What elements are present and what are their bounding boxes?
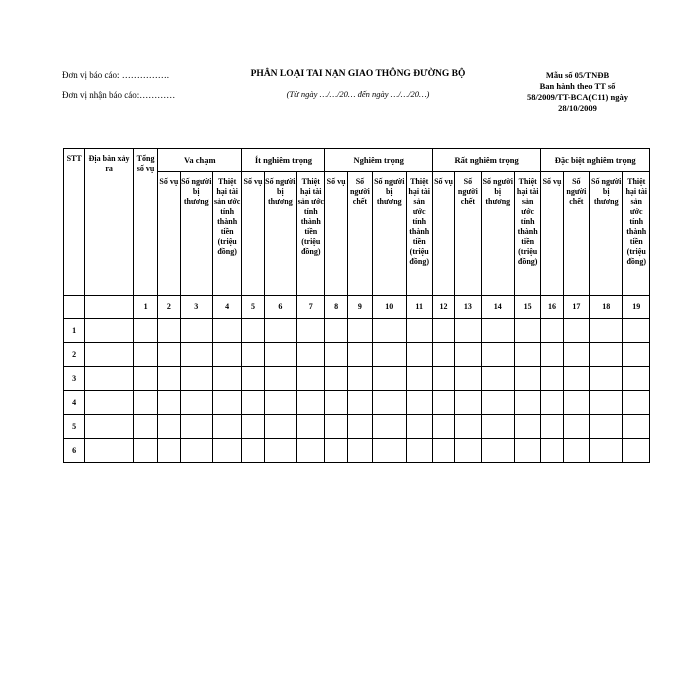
sub-so-nguoi-bi-thuong: Số người bị thương <box>481 172 514 296</box>
dia-ban-header: Địa bàn xảy ra <box>85 149 134 296</box>
sub-so-nguoi-bi-thuong: Số người bị thương <box>373 172 406 296</box>
sub-so-nguoi-chet: Số người chết <box>455 172 481 296</box>
table-cell[interactable] <box>373 439 406 463</box>
report-table <box>63 148 650 463</box>
column-number: 16 <box>541 296 563 319</box>
table-row <box>64 343 650 367</box>
table-cell[interactable] <box>85 439 134 463</box>
table-cell[interactable] <box>373 415 406 439</box>
table-cell[interactable] <box>325 343 347 367</box>
table-cell[interactable] <box>264 415 296 439</box>
table-cell[interactable] <box>297 319 325 343</box>
form-code: Mẫu số 05/TNĐB <box>545 70 610 80</box>
column-number: 5 <box>242 296 264 319</box>
table-cell[interactable] <box>133 343 157 367</box>
column-number: 4 <box>212 296 241 319</box>
table-row <box>64 415 650 439</box>
table-cell[interactable] <box>158 319 180 343</box>
table-cell[interactable] <box>212 343 241 367</box>
table-cell[interactable] <box>347 367 372 391</box>
table-cell[interactable] <box>455 391 481 415</box>
sub-so-vu: Số vụ <box>325 172 347 296</box>
group-va-cham: Va chạm <box>158 149 242 172</box>
table-row <box>64 367 650 391</box>
table-cell[interactable] <box>481 415 514 439</box>
table-cell[interactable] <box>590 367 623 391</box>
table-cell[interactable] <box>180 319 212 343</box>
reporting-unit-label: Đơn vị báo cáo: ……………. <box>62 70 169 80</box>
table-cell[interactable] <box>432 367 454 391</box>
sub-thiet-hai: Thiệt hại tài sản ước tính thành tiền (triệu đồng) <box>406 172 432 296</box>
group-dac-biet: Đặc biệt nghiêm trọng <box>541 149 650 172</box>
table-cell[interactable] <box>242 319 264 343</box>
table-cell[interactable] <box>180 343 212 367</box>
row-number: 3 <box>64 367 85 391</box>
column-number-cell <box>85 296 134 319</box>
table-cell[interactable] <box>481 367 514 391</box>
sub-so-vu: Số vụ <box>541 172 563 296</box>
row-number: 6 <box>64 439 85 463</box>
table-cell[interactable] <box>455 343 481 367</box>
table-cell[interactable] <box>514 439 540 463</box>
table-cell[interactable] <box>347 343 372 367</box>
table-cell[interactable] <box>158 439 180 463</box>
table-cell[interactable] <box>85 391 134 415</box>
receiving-unit-label: Đơn vị nhận báo cáo:………… <box>62 90 176 100</box>
table-cell[interactable] <box>158 343 180 367</box>
table-cell[interactable] <box>481 343 514 367</box>
table-cell[interactable] <box>158 391 180 415</box>
sub-so-nguoi-chet: Số người chết <box>563 172 589 296</box>
table-cell[interactable] <box>563 439 589 463</box>
table-cell[interactable] <box>432 343 454 367</box>
column-number: 11 <box>406 296 432 319</box>
table-row <box>64 391 650 415</box>
table-cell[interactable] <box>85 343 134 367</box>
table-row <box>64 319 650 343</box>
table-cell[interactable] <box>623 367 650 391</box>
table-cell[interactable] <box>563 367 589 391</box>
table-cell[interactable] <box>297 343 325 367</box>
table-cell[interactable] <box>242 439 264 463</box>
table-cell[interactable] <box>264 391 296 415</box>
table-cell[interactable] <box>133 367 157 391</box>
table-cell[interactable] <box>264 439 296 463</box>
table-cell[interactable] <box>264 319 296 343</box>
table-cell[interactable] <box>514 391 540 415</box>
table-cell[interactable] <box>325 415 347 439</box>
table-cell[interactable] <box>406 439 432 463</box>
column-number: 10 <box>373 296 406 319</box>
column-number: 13 <box>455 296 481 319</box>
table-cell[interactable] <box>623 439 650 463</box>
table-cell[interactable] <box>373 343 406 367</box>
column-number: 8 <box>325 296 347 319</box>
table-cell[interactable] <box>212 439 241 463</box>
table-cell[interactable] <box>541 319 563 343</box>
table-cell[interactable] <box>406 343 432 367</box>
row-number: 2 <box>64 343 85 367</box>
table-cell[interactable] <box>563 391 589 415</box>
sub-thiet-hai: Thiệt hại tài sản ước tính thành tiền (triệu đồng) <box>623 172 650 296</box>
table-cell[interactable] <box>541 439 563 463</box>
column-number: 9 <box>347 296 372 319</box>
table-cell[interactable] <box>514 415 540 439</box>
table-cell[interactable] <box>158 415 180 439</box>
table-cell[interactable] <box>325 367 347 391</box>
column-number: 19 <box>623 296 650 319</box>
group-rat-nghiem-trong: Rất nghiêm trọng <box>432 149 540 172</box>
table-cell[interactable] <box>133 319 157 343</box>
table-cell[interactable] <box>481 319 514 343</box>
table-cell[interactable] <box>242 343 264 367</box>
sub-so-vu: Số vụ <box>432 172 454 296</box>
sub-so-vu: Số vụ <box>158 172 180 296</box>
sub-thiet-hai: Thiệt hại tài sản ước tính thành tiền (triệu đồng) <box>212 172 241 296</box>
stt-header: STT <box>64 149 85 296</box>
table-cell[interactable] <box>432 391 454 415</box>
table-cell[interactable] <box>347 319 372 343</box>
column-number: 2 <box>158 296 180 319</box>
group-header-row <box>64 149 650 172</box>
table-cell[interactable] <box>158 367 180 391</box>
table-cell[interactable] <box>85 319 134 343</box>
table-cell[interactable] <box>455 439 481 463</box>
issued-line-1: Ban hành theo TT số <box>539 81 616 91</box>
table-cell[interactable] <box>180 367 212 391</box>
row-number: 4 <box>64 391 85 415</box>
table-cell[interactable] <box>180 415 212 439</box>
table-cell[interactable] <box>432 415 454 439</box>
issued-line-3: 28/10/2009 <box>558 103 597 113</box>
table-cell[interactable] <box>563 319 589 343</box>
table-row <box>64 439 650 463</box>
table-cell[interactable] <box>373 367 406 391</box>
table-cell[interactable] <box>212 415 241 439</box>
sub-so-nguoi-bi-thuong: Số người bị thương <box>180 172 212 296</box>
table-cell[interactable] <box>297 439 325 463</box>
table-cell[interactable] <box>325 391 347 415</box>
table-cell[interactable] <box>212 367 241 391</box>
table-cell[interactable] <box>406 391 432 415</box>
sub-so-nguoi-bi-thuong: Số người bị thương <box>590 172 623 296</box>
sub-so-nguoi-chet: Số người chết <box>347 172 372 296</box>
group-it-nghiem-trong: Ít nghiêm trọng <box>242 149 325 172</box>
table-cell[interactable] <box>623 415 650 439</box>
issued-line-2: 58/2009/TT-BCA(C11) ngày <box>527 92 628 102</box>
table-cell[interactable] <box>373 391 406 415</box>
row-number: 1 <box>64 319 85 343</box>
table-cell[interactable] <box>590 439 623 463</box>
table-cell[interactable] <box>347 391 372 415</box>
column-number: 14 <box>481 296 514 319</box>
table-cell[interactable] <box>406 319 432 343</box>
table-cell[interactable] <box>481 439 514 463</box>
sub-so-vu: Số vụ <box>242 172 264 296</box>
table-cell[interactable] <box>514 343 540 367</box>
table-cell[interactable] <box>590 391 623 415</box>
date-range: (Từ ngày …/…/20… đến ngày …/…/20…) <box>286 89 430 99</box>
table-cell[interactable] <box>325 319 347 343</box>
table-cell[interactable] <box>133 415 157 439</box>
table-cell[interactable] <box>541 367 563 391</box>
table-cell[interactable] <box>180 391 212 415</box>
column-number: 6 <box>264 296 296 319</box>
sub-thiet-hai: Thiệt hại tài sản ước tính thành tiền (triệu đồng) <box>514 172 540 296</box>
table-cell[interactable] <box>133 391 157 415</box>
table-cell[interactable] <box>406 367 432 391</box>
table-cell[interactable] <box>432 319 454 343</box>
table-cell[interactable] <box>432 439 454 463</box>
table-cell[interactable] <box>541 415 563 439</box>
table-cell[interactable] <box>347 415 372 439</box>
table-cell[interactable] <box>212 319 241 343</box>
column-number: 15 <box>514 296 540 319</box>
table-cell[interactable] <box>563 343 589 367</box>
group-nghiem-trong: Nghiêm trọng <box>325 149 432 172</box>
table-cell[interactable] <box>242 367 264 391</box>
table-cell[interactable] <box>264 343 296 367</box>
column-number-cell <box>64 296 85 319</box>
table-cell[interactable] <box>623 319 650 343</box>
table-cell[interactable] <box>541 343 563 367</box>
table-cell[interactable] <box>347 439 372 463</box>
table-cell[interactable] <box>455 367 481 391</box>
table-cell[interactable] <box>514 367 540 391</box>
table-cell[interactable] <box>133 439 157 463</box>
table-cell[interactable] <box>297 415 325 439</box>
sub-so-nguoi-bi-thuong: Số người bị thương <box>264 172 296 296</box>
column-number: 12 <box>432 296 454 319</box>
table-cell[interactable] <box>373 319 406 343</box>
table-cell[interactable] <box>242 391 264 415</box>
table-cell[interactable] <box>623 391 650 415</box>
column-number: 3 <box>180 296 212 319</box>
column-number-row <box>64 296 650 319</box>
page-title: PHÂN LOẠI TAI NẠN GIAO THÔNG ĐƯỜNG BỘ <box>250 69 466 79</box>
table-cell[interactable] <box>297 391 325 415</box>
table-cell[interactable] <box>297 367 325 391</box>
table-cell[interactable] <box>541 391 563 415</box>
table-cell[interactable] <box>242 415 264 439</box>
table-cell[interactable] <box>455 415 481 439</box>
table-cell[interactable] <box>264 367 296 391</box>
table-cell[interactable] <box>406 415 432 439</box>
column-number: 18 <box>590 296 623 319</box>
table-cell[interactable] <box>85 415 134 439</box>
table-cell[interactable] <box>590 319 623 343</box>
table-cell[interactable] <box>212 391 241 415</box>
row-number: 5 <box>64 415 85 439</box>
form-code-block <box>500 70 655 114</box>
column-number: 7 <box>297 296 325 319</box>
table-cell[interactable] <box>623 343 650 367</box>
table-cell[interactable] <box>563 415 589 439</box>
table-cell[interactable] <box>180 439 212 463</box>
table-cell[interactable] <box>590 343 623 367</box>
table-cell[interactable] <box>455 319 481 343</box>
data-rows <box>64 319 650 463</box>
table-cell[interactable] <box>85 367 134 391</box>
column-number: 1 <box>133 296 157 319</box>
tong-so-vu-header: Tổng số vụ <box>133 149 157 296</box>
table-cell[interactable] <box>514 319 540 343</box>
table-cell[interactable] <box>325 439 347 463</box>
table-cell[interactable] <box>481 391 514 415</box>
column-number: 17 <box>563 296 589 319</box>
sub-thiet-hai: Thiệt hại tài sản ước tính thành tiền (triệu đồng) <box>297 172 325 296</box>
table-cell[interactable] <box>590 415 623 439</box>
